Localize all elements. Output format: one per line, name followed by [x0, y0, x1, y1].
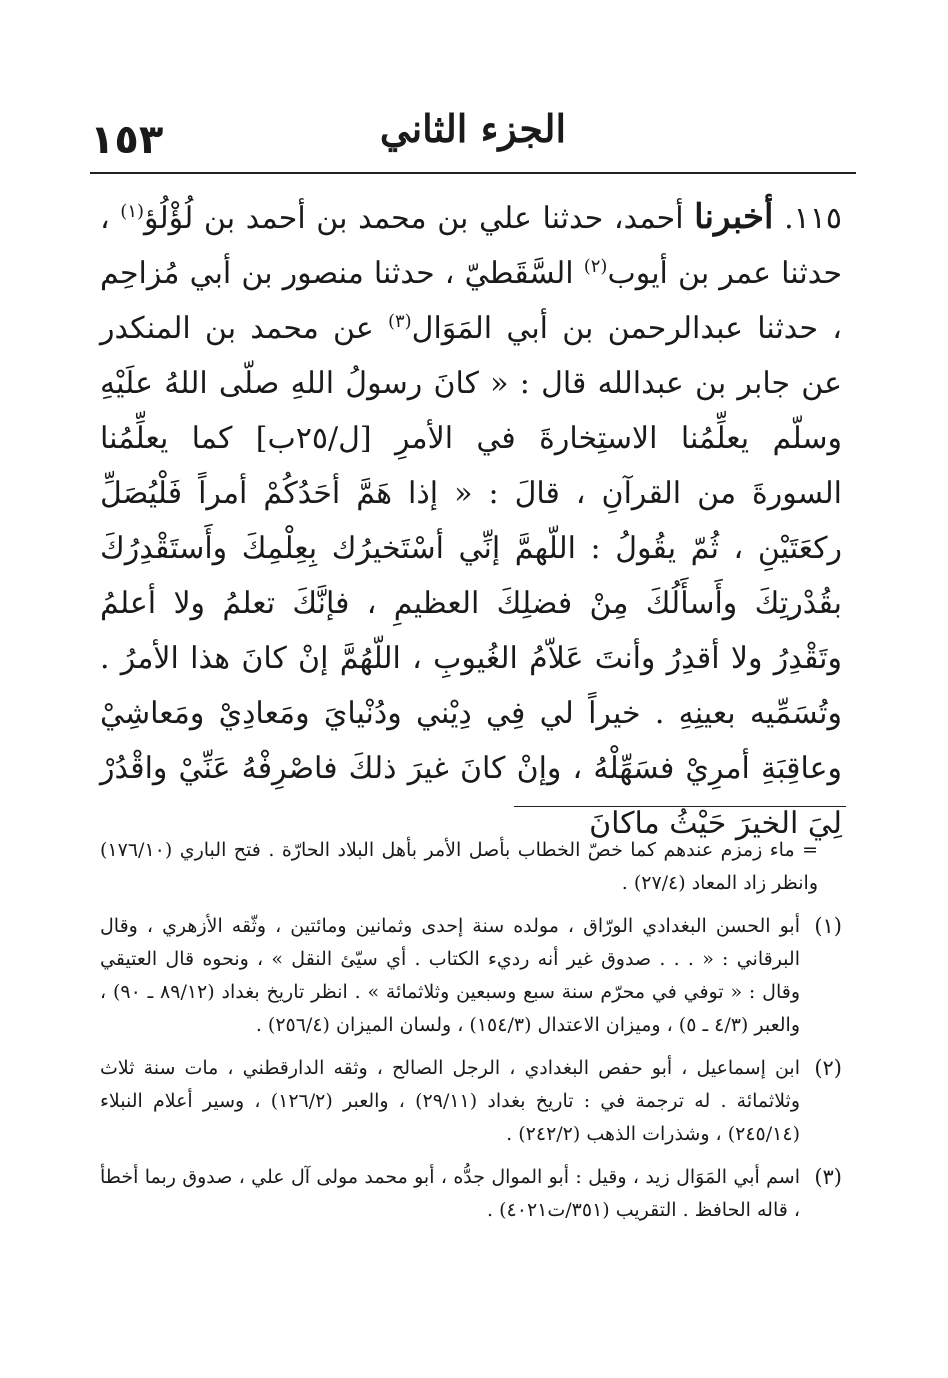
page-header — [90, 100, 856, 170]
footnote-ref: (١) — [120, 201, 145, 222]
footnote-text: أبو الحسن البغدادي الورّاق ، مولده سنة إحدى وثمانين ومائتين ، وثّقه الأزهري ، وقال البرقاني : « . . . صدوق غير أنه رديء الكتاب . أي سيّئ النقل » ، ونحوه قال العتيقي وقال : « توفي في محرّم سنة سبع وسبعين وثلاثمائة » . انظر تاريخ بغداد (٨٩/١٢ ـ ٩٠) ، والعبر (٤/٣ ـ ٥) ، وميزان الاعتدال (١٥٤/٣) ، ولسان الميزان (٢٥٦/٤) . — [100, 915, 800, 1036]
footnote-text: اسم أبي المَوَال زيد ، وقيل : أبو الموال جدُّه ، أبو محمد مولى آل علي ، صدوق ربما أخطأ ، قاله الحافظ . التقريب (٣٥١/ت٤٠٢١) . — [100, 1166, 800, 1221]
footnote-item — [100, 1052, 842, 1151]
footnote-ref: (٢) — [583, 256, 608, 277]
footnote-ref: (٣) — [387, 311, 412, 332]
lead-word: أخبرنا — [694, 197, 774, 237]
footnotes — [100, 834, 842, 1237]
footnote-mark: (٢) — [814, 1056, 842, 1080]
header-divider — [90, 172, 856, 174]
footnote-item — [100, 1161, 842, 1227]
hadith-text — [100, 190, 842, 851]
page-number: ١٥٣ — [90, 117, 164, 163]
running-title: الجزء الثاني — [379, 106, 567, 151]
footnote-divider — [514, 806, 846, 807]
footnote-mark: (٣) — [814, 1165, 842, 1189]
text-segment: عن محمد بن المنكدر عن جابر بن عبدالله قال : « كانَ رسولُ اللهِ صلّى اللهُ علَيْهِ وسلّم يعلِّمُنا الاستِخارةَ في الأمرِ [ل/٢٥ب] كما يعلِّمُنا السورةَ من القرآنِ ، قالَ : « إذا هَمَّ أحَدُكُمْ أمراً فَلْيُصَلِّ ركعَتَيْنِ ، ثُمّ يقُولُ : اللّهمَّ إنِّي أسْتَخيرُك بِعِلْمِكَ وأَستَقْدِرُكَ بقُدْرتِكَ وأَسأَلُكَ مِنْ فضلِكَ العظيمِ ، فإنَّكَ تعلمُ ولا أعلمُ وتَقْدِرُ ولا أقدِرُ وأنتَ عَلاّمُ الغُيوبِ ، اللّهُمَّ إنْ كانَ هذا الأمرُ . وتُسَمِّيه بعينِهِ . خيراً لي فِي دِيْني ودُنْيايَ ومَعادِيْ ومَعاشِيْ وعاقِبَةِ أمرِيْ فسَهِّلْهُ ، وإنْ كانَ غيرَ ذلكَ فاصْرِفْهُ عَنِّيْ واقْدُرْ لِيَ الخيرَ حَيْثُ ماكانَ — [100, 311, 843, 841]
hadith-number: ١١٥. — [784, 201, 842, 236]
footnote-mark: (١) — [814, 914, 842, 938]
footnote-continuation: = ماء زمزم عندهم كما خصّ الخطاب بأصل الأمر بأهل البلاد الحارّة . فتح الباري (١٧٦/١٠) وانظر زاد المعاد (٢٧/٤) . — [100, 839, 818, 894]
text-segment: ، حدثنا عمر بن أيوب — [100, 201, 842, 291]
footnote-text: ابن إسماعيل ، أبو حفص البغدادي ، الرجل الصالح ، وثقه الدارقطني ، مات سنة ثلاث وثلاثمائة . له ترجمة في : تاريخ بغداد (٢٩/١١) ، والعبر (١٢٦/٢) ، وسير أعلام النبلاء (٢٤٥/١٤) ، وشذرات الذهب (٢٤٢/٢) . — [100, 1057, 801, 1145]
text-segment: السَّقَطيّ ، حدثنا منصور بن أبي مُزاحِم ، حدثنا عبدالرحمن بن أبي المَوَال — [100, 256, 842, 346]
footnote-item — [100, 910, 842, 1042]
text-segment: أحمد، حدثنا علي بن محمد بن أحمد بن لُؤْلُؤ — [144, 201, 684, 236]
